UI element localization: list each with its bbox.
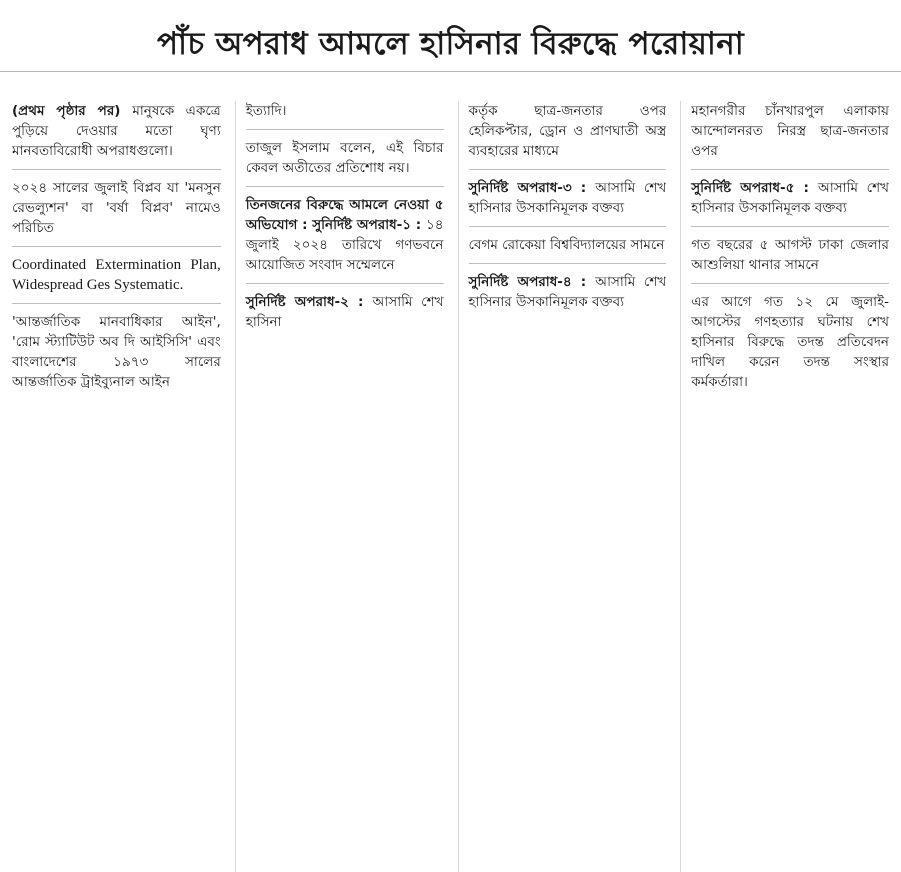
paragraph: [12, 178, 221, 238]
paragraph: [469, 101, 667, 161]
article-column: [458, 101, 667, 872]
article-column: [680, 101, 889, 872]
english-phrase: Coordinated Extermination Plan, Widespread Ges Systematic.: [12, 256, 221, 293]
paragraph: [12, 101, 221, 161]
elision-rule: [12, 246, 221, 247]
paragraph: [469, 272, 667, 312]
paragraph-text: আসামি শেখ হাসিনার উসকানিমূলক বক্তব্য: [691, 179, 889, 216]
paragraph: [12, 312, 221, 392]
paragraph-text: ইত্যাদি।: [245, 102, 287, 119]
elision-rule: [691, 169, 889, 170]
paragraph-text: ১৪ জুলাই ২০২৪ তারিখে গণভবনে আয়োজিত সংবাদ সম্মেলনে: [245, 216, 444, 273]
paragraph-text: আসামি শেখ হাসিনার উসকানিমূলক বক্তব্য: [468, 273, 667, 310]
paragraph: [246, 138, 444, 178]
elision-rule: [12, 169, 221, 170]
elision-rule: [246, 129, 444, 130]
paragraph: [12, 255, 221, 295]
article-columns: [0, 93, 901, 872]
elision-rule: [246, 283, 444, 284]
article-column: [235, 101, 444, 872]
paragraph-text: ২০২৪ সালের জুলাই বিপ্লব যা 'মনসুন রেভল্যুশন' বা 'বর্ষা বিপ্লব' নামেও পরিচিত: [12, 179, 221, 236]
paragraph: [691, 101, 889, 161]
paragraph-text: তাজুল ইসলাম বলেন, এই বিচার কেবল অতীতের প্রতিশোধ নয়।: [245, 139, 444, 176]
paragraph: [691, 292, 889, 392]
paragraph-text: মহানগরীর চাঁনখারপুল এলাকায় আন্দোলনরত নিরস্ত্র ছাত্র-জনতার ওপর: [691, 102, 889, 159]
paragraph-text: আসামি শেখ হাসিনার উসকানিমূলক বক্তব্য: [468, 179, 667, 216]
paragraph: [469, 235, 667, 255]
section-marker: সুনির্দিষ্ট অপরাধ-৪ :: [468, 273, 596, 290]
elision-rule: [469, 226, 667, 227]
paragraph-text: মানুষকে একত্রে পুড়িয়ে দেওয়ার মতো ঘৃণ্য মানবতাবিরোধী অপরাধগুলো।: [12, 102, 221, 159]
elision-rule: [691, 226, 889, 227]
elision-rule: [12, 303, 221, 304]
elision-rule: [691, 283, 889, 284]
article-column: [12, 101, 221, 872]
elision-rule: [469, 169, 667, 170]
paragraph: [246, 195, 444, 275]
paragraph: [246, 101, 444, 121]
paragraph-text: আসামি শেখ হাসিনা: [245, 293, 444, 330]
section-marker: (প্রথম পৃষ্ঠার পর): [12, 102, 133, 119]
section-marker: সুনির্দিষ্ট অপরাধ-৫ :: [691, 179, 819, 196]
paragraph: [246, 292, 444, 332]
section-marker: সুনির্দিষ্ট অপরাধ-২ :: [245, 293, 373, 310]
elision-rule: [469, 263, 667, 264]
paragraph-text: 'আন্তর্জাতিক মানবাধিকার আইন', 'রোম স্ট্যাটিউট অব দি আইসিসি' এবং বাংলাদেশের ১৯৭৩ সালের আন্তর্জাতিক ট্রাইব্যুনাল আইন: [12, 313, 221, 390]
paragraph: [469, 178, 667, 218]
elision-rule: [246, 186, 444, 187]
paragraph-text: এর আগে গত ১২ মে জুলাই-আগস্টের গণহত্যার ঘটনায় শেখ হাসিনার বিরুদ্ধে তদন্ত প্রতিবেদন দাখিল করেন তদন্ত সংস্থার কর্মকর্তারা।: [691, 293, 889, 390]
paragraph-text: বেগম রোকেয়া বিশ্ববিদ্যালয়ের সামনে: [468, 236, 665, 253]
headline: পাঁচ অপরাধ আমলে হাসিনার বিরুদ্ধে পরোয়ানা: [0, 21, 901, 72]
section-marker: তিনজনের বিরুদ্ধে আমলে নেওয়া ৫ অভিযোগ : সুনির্দিষ্ট অপরাধ-১ :: [245, 196, 444, 233]
paragraph-text: কর্তৃক ছাত্র-জনতার ওপর হেলিকপ্টার, ড্রোন ও প্রাণঘাতী অস্ত্র ব্যবহারের মাধ্যমে: [468, 102, 667, 159]
paragraph: [691, 235, 889, 275]
paragraph: [691, 178, 889, 218]
paragraph-text: গত বছরের ৫ আগস্ট ঢাকা জেলার আশুলিয়া থানার সামনে: [691, 236, 889, 273]
section-marker: সুনির্দিষ্ট অপরাধ-৩ :: [468, 179, 596, 196]
newspaper-page: [0, 21, 901, 858]
